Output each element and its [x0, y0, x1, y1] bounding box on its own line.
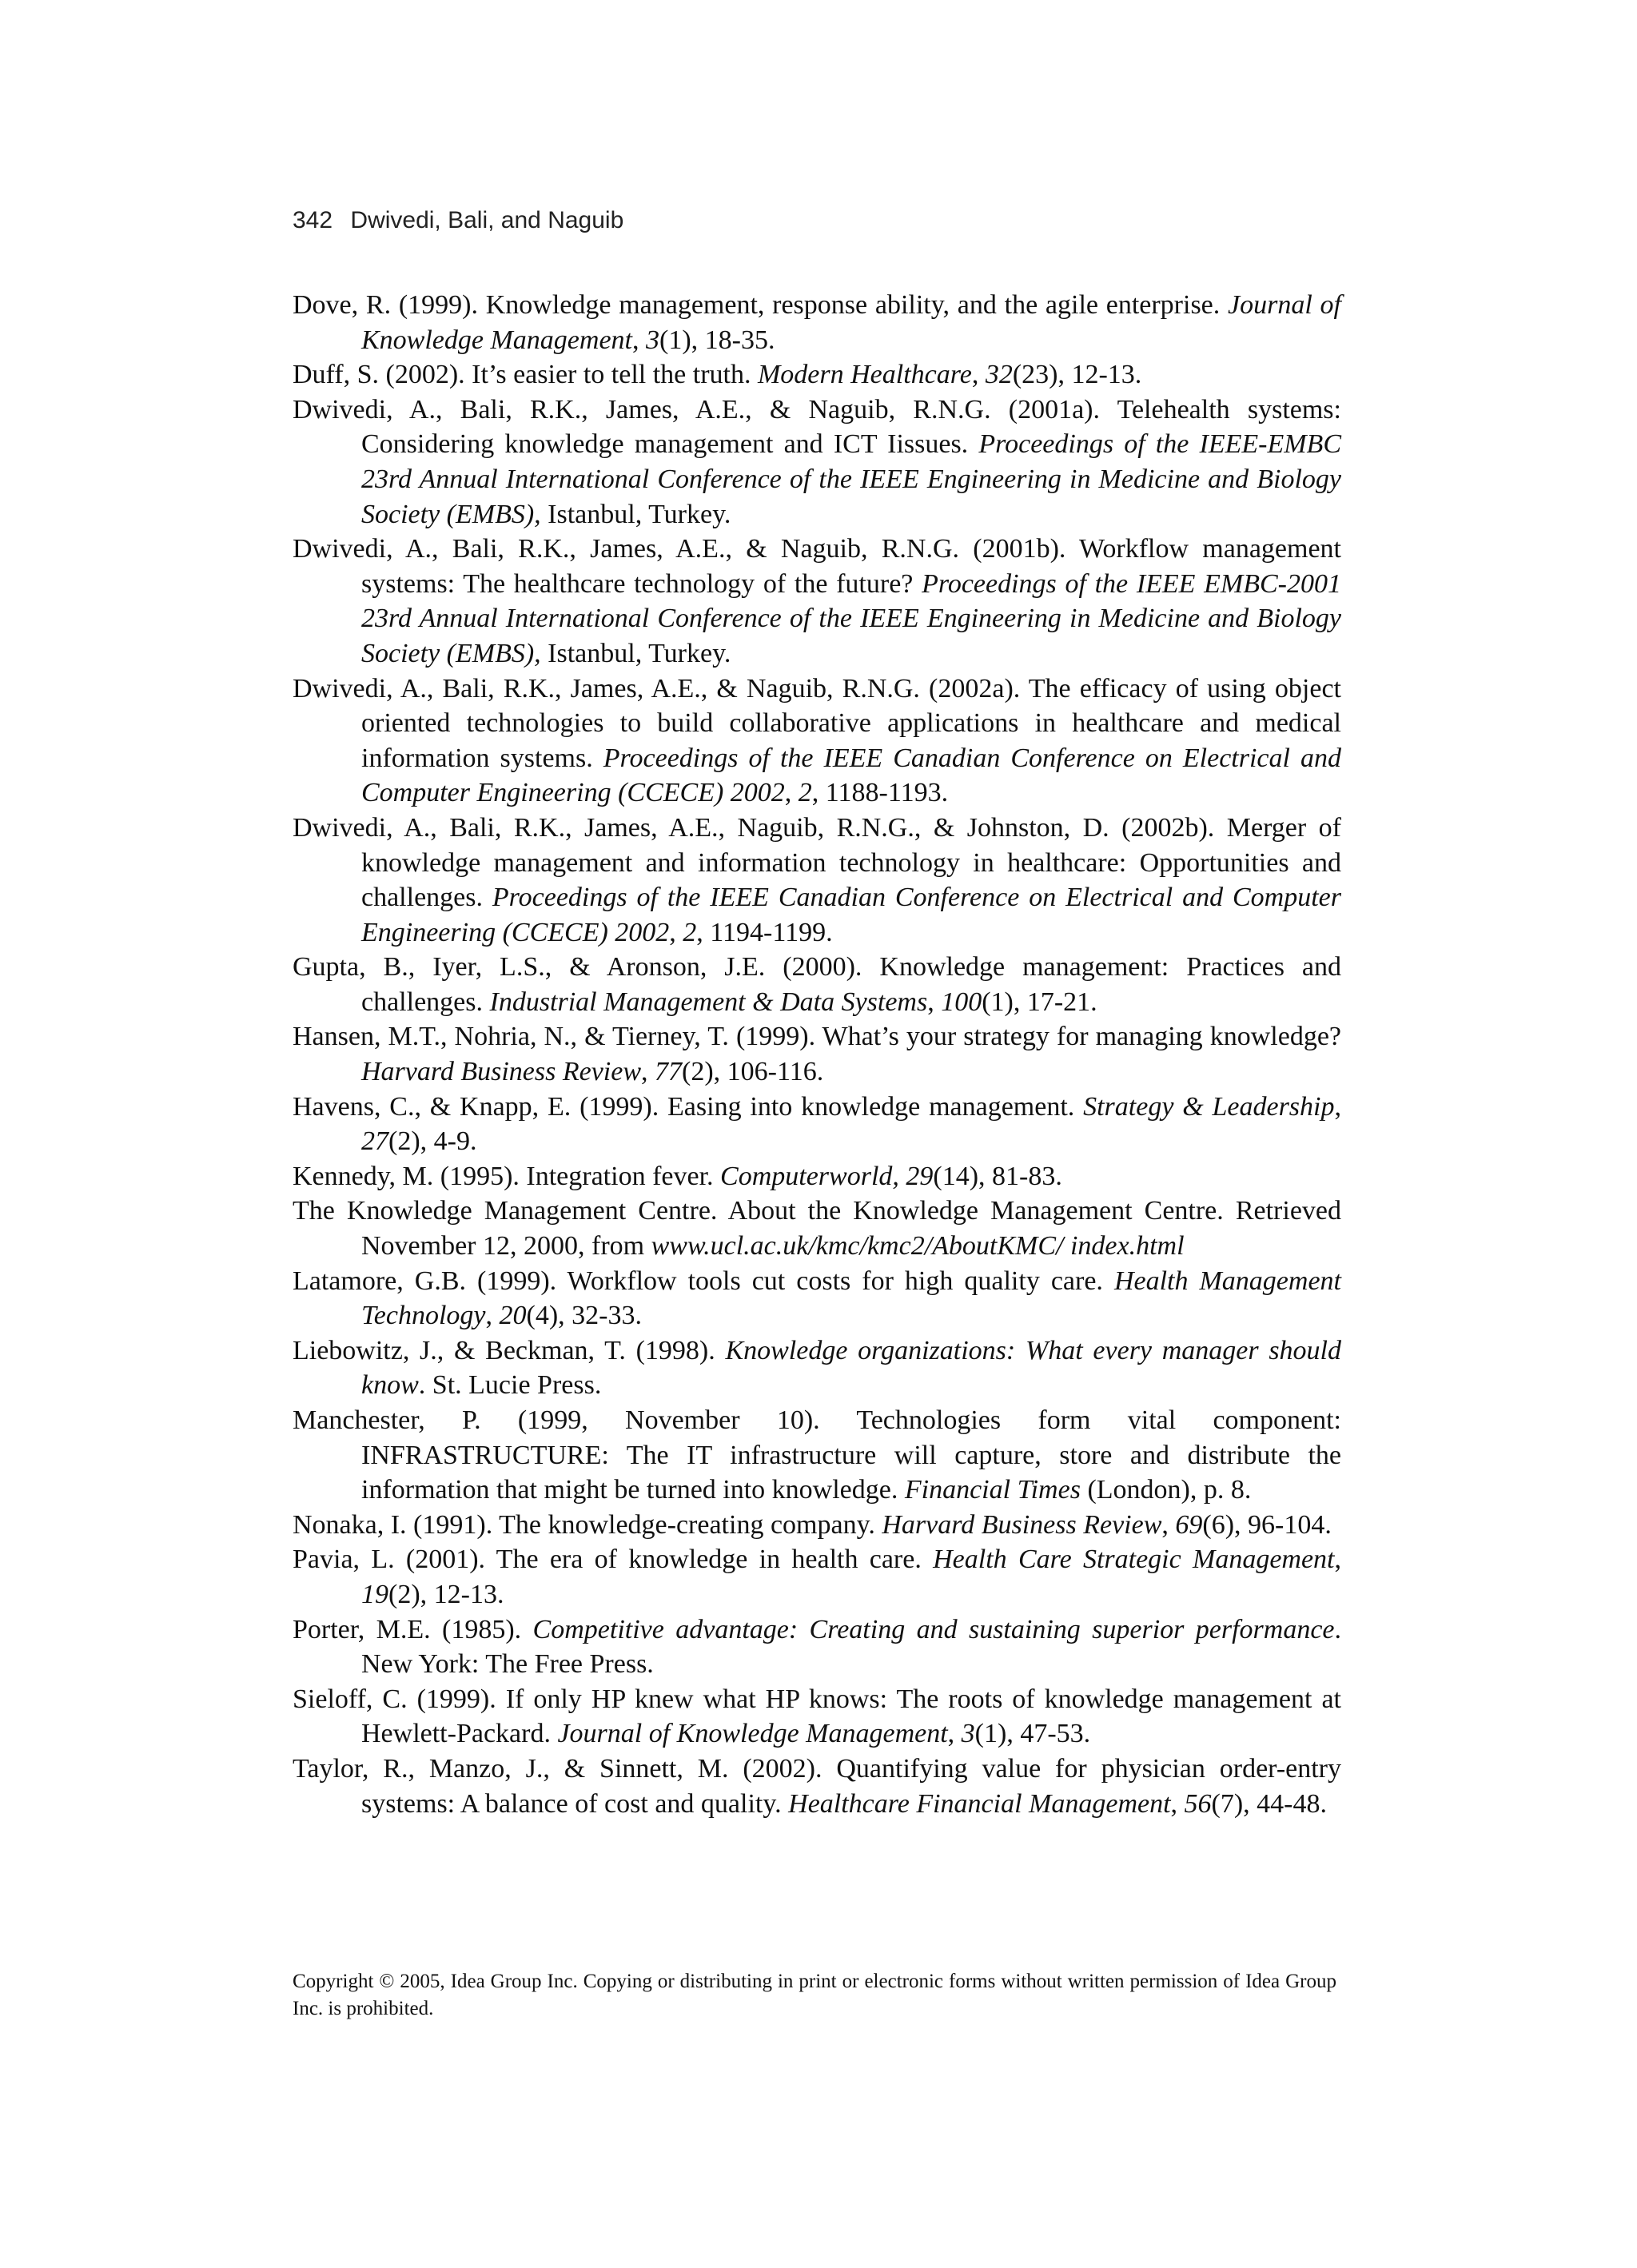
reference-entry	[293, 811, 1341, 950]
reference-italic-text: Industrial Management & Data Systems	[489, 987, 928, 1017]
reference-text: , 1188-1193.	[811, 778, 949, 808]
reference-text: ,	[1161, 1509, 1176, 1540]
reference-italic-text: Proceedings of the IEEE EMBC-2001 23rd Annual International Conference of the IEEE Engineering in Medicine and Biology Society (EMBS),	[361, 568, 1341, 668]
reference-italic-text: Financial Times	[904, 1475, 1081, 1505]
reference-italic-text: Strategy & Leadership	[1083, 1091, 1335, 1122]
reference-italic-text: Proceedings of the IEEE-EMBC 23rd Annual International Conference of the IEEE Engineering in Medicine and Biology Society (EMBS),	[361, 429, 1341, 529]
reference-italic-text: 32	[985, 360, 1013, 390]
reference-italic-text: 20	[499, 1301, 527, 1331]
reference-text: (2), 106-116.	[682, 1057, 824, 1087]
reference-text: Dove, R. (1999). Knowledge management, response ability, and the agile enterprise.	[293, 290, 1229, 320]
reference-entry	[293, 1682, 1341, 1752]
reference-text: ,	[641, 1057, 655, 1087]
reference-italic-text: Harvard Business Review	[882, 1509, 1162, 1540]
running-header	[293, 205, 623, 237]
reference-text: Istanbul, Turkey.	[540, 638, 731, 668]
reference-text: (1), 17-21.	[982, 987, 1097, 1017]
reference-text: Porter, M.E. (1985).	[293, 1614, 533, 1644]
copyright-notice: Copyright © 2005, Idea Group Inc. Copying or distributing in print or electronic forms without written permission of Idea Group Inc. is prohibited.	[293, 1971, 1336, 2019]
reference-entry	[293, 1159, 1341, 1194]
reference-text: , 1194-1199.	[696, 917, 833, 947]
reference-text: ,	[632, 325, 646, 355]
reference-entry	[293, 1090, 1341, 1159]
reference-text: Gupta, B., Iyer, L.S., & Aronson, J.E. (2000). Knowledge management: Practices and challenges.	[293, 952, 1341, 1017]
reference-text: Dwivedi, A., Bali, R.K., James, A.E., Naguib, R.N.G., & Johnston, D. (2002b). Merger of knowledge management and information technology in healthcare: Opportunities and challenges.	[293, 812, 1341, 913]
reference-entry	[293, 950, 1341, 1019]
reference-text: ,	[947, 1719, 962, 1749]
reference-entry	[293, 1019, 1341, 1089]
reference-entry	[293, 1612, 1341, 1682]
reference-text: Taylor, R., Manzo, J., & Sinnett, M. (2002). Quantifying value for physician order-entry systems: A balance of cost and quality.	[293, 1753, 1341, 1819]
reference-text: (2), 12-13.	[388, 1579, 504, 1609]
reference-italic-text: 2	[798, 778, 812, 808]
reference-italic-text: 69	[1175, 1509, 1203, 1540]
reference-italic-text: 2	[683, 917, 697, 947]
reference-entry	[293, 1194, 1341, 1263]
reference-text: Pavia, L. (2001). The era of knowledge in health care.	[293, 1545, 934, 1575]
reference-italic-text: Healthcare Financial Management	[788, 1788, 1171, 1819]
reference-text: . St. Lucie Press.	[418, 1370, 602, 1401]
reference-text: (23), 12-13.	[1012, 360, 1142, 390]
reference-entry	[293, 1264, 1341, 1333]
reference-entry	[293, 672, 1341, 811]
reference-text: (7), 44-48.	[1211, 1788, 1327, 1819]
reference-text: (4), 32-33.	[526, 1301, 642, 1331]
reference-text: Duff, S. (2002). It’s easier to tell the truth.	[293, 360, 758, 390]
reference-text: (2), 4-9.	[388, 1126, 477, 1157]
reference-italic-text: 77	[655, 1057, 683, 1087]
reference-text: (1), 47-53.	[974, 1719, 1091, 1749]
reference-text: Manchester, P. (1999, November 10). Technologies form vital component: INFRASTRUCTURE: The IT infrastructure will capture, store and distribute the information that might be turned into knowledge.	[293, 1405, 1341, 1505]
reference-italic-text: 27	[361, 1126, 388, 1157]
reference-text: Dwivedi, A., Bali, R.K., James, A.E., & Naguib, R.N.G. (2002a). The efficacy of using object oriented technologies to build collaborative applications in healthcare and medical information systems.	[293, 673, 1341, 773]
reference-text: Istanbul, Turkey.	[540, 499, 731, 529]
reference-italic-text: Harvard Business Review	[361, 1057, 642, 1087]
reference-entry	[293, 532, 1341, 671]
reference-text: ,	[1170, 1788, 1185, 1819]
reference-text: ,	[784, 778, 799, 808]
reference-italic-text: Journal of Knowledge Management	[557, 1719, 948, 1749]
reference-text: Dwivedi, A., Bali, R.K., James, A.E., & Naguib, R.N.G. (2001a). Telehealth systems: Considering knowledge management and ICT Iissues.	[293, 394, 1341, 460]
page-number: 342	[293, 207, 333, 233]
reference-text: Latamore, G.B. (1999). Workflow tools cut costs for high quality care.	[293, 1266, 1114, 1296]
reference-italic-text: 3	[961, 1719, 975, 1749]
reference-text: Kennedy, M. (1995). Integration fever.	[293, 1161, 721, 1191]
reference-text: ,	[1334, 1091, 1341, 1122]
reference-text: (14), 81-83.	[933, 1161, 1062, 1191]
reference-entry	[293, 393, 1341, 532]
reference-text: ,	[971, 360, 986, 390]
reference-italic-text: Health Care Strategic Management	[933, 1545, 1335, 1575]
reference-text: Hansen, M.T., Nohria, N., & Tierney, T. (1999). What’s your strategy for managing knowledge?	[293, 1022, 1341, 1052]
reference-text: ,	[927, 987, 942, 1017]
reference-entry	[293, 1542, 1341, 1612]
reference-italic-text: Journal of Knowledge Management	[361, 290, 1341, 355]
reference-entry	[293, 1508, 1341, 1543]
reference-italic-text: Proceedings of the IEEE Canadian Conference on Electrical and Computer Engineering (CCECE) 2002	[361, 743, 1341, 808]
reference-text: Havens, C., & Knapp, E. (1999). Easing into knowledge management.	[293, 1091, 1084, 1122]
running-header-authors: Dwivedi, Bali, and Naguib	[350, 207, 624, 233]
reference-text: Nonaka, I. (1991). The knowledge-creating company.	[293, 1509, 882, 1540]
reference-italic-text: Competitive advantage: Creating and sustaining superior performance	[532, 1614, 1335, 1644]
reference-italic-text: Modern Healthcare	[757, 360, 972, 390]
reference-text: ,	[1334, 1545, 1341, 1575]
reference-italic-text: 56	[1184, 1788, 1212, 1819]
reference-text: . New York: The Free Press.	[361, 1614, 1342, 1680]
reference-italic-text: 100	[941, 987, 982, 1017]
reference-entry	[293, 288, 1341, 357]
reference-italic-text: www.ucl.ac.uk/kmc/kmc2/AboutKMC/ index.html	[651, 1231, 1185, 1262]
reference-text: (London), p. 8.	[1080, 1475, 1252, 1505]
reference-text: (6), 96-104.	[1202, 1509, 1332, 1540]
reference-entry	[293, 1333, 1341, 1403]
reference-italic-text: Proceedings of the IEEE Canadian Conference on Electrical and Computer Engineering (CCECE) 2002	[361, 883, 1341, 947]
reference-text: ,	[669, 917, 683, 947]
reference-italic-text: Knowledge organizations: What every manager should know	[361, 1335, 1341, 1401]
reference-entry	[293, 1403, 1341, 1508]
reference-italic-text: 19	[361, 1579, 388, 1609]
reference-text: (1), 18-35.	[659, 325, 775, 355]
reference-list	[293, 288, 1341, 1821]
reference-entry	[293, 357, 1341, 393]
reference-entry	[293, 1752, 1341, 1821]
reference-italic-text: Health Management Technology	[361, 1266, 1341, 1331]
reference-italic-text: Computerworld, 29	[720, 1161, 934, 1191]
reference-text: Liebowitz, J., & Beckman, T. (1998).	[293, 1335, 726, 1365]
reference-text: Dwivedi, A., Bali, R.K., James, A.E., & Naguib, R.N.G. (2001b). Workflow management systems: The healthcare technology of the future?	[293, 534, 1341, 599]
reference-text: Sieloff, C. (1999). If only HP knew what HP knows: The roots of knowledge management at Hewlett-Packard.	[293, 1684, 1341, 1749]
reference-text: The Knowledge Management Centre. About the Knowledge Management Centre. Retrieved November 12, 2000, from	[293, 1196, 1341, 1262]
reference-italic-text: 3	[646, 325, 659, 355]
reference-text: ,	[485, 1301, 500, 1331]
